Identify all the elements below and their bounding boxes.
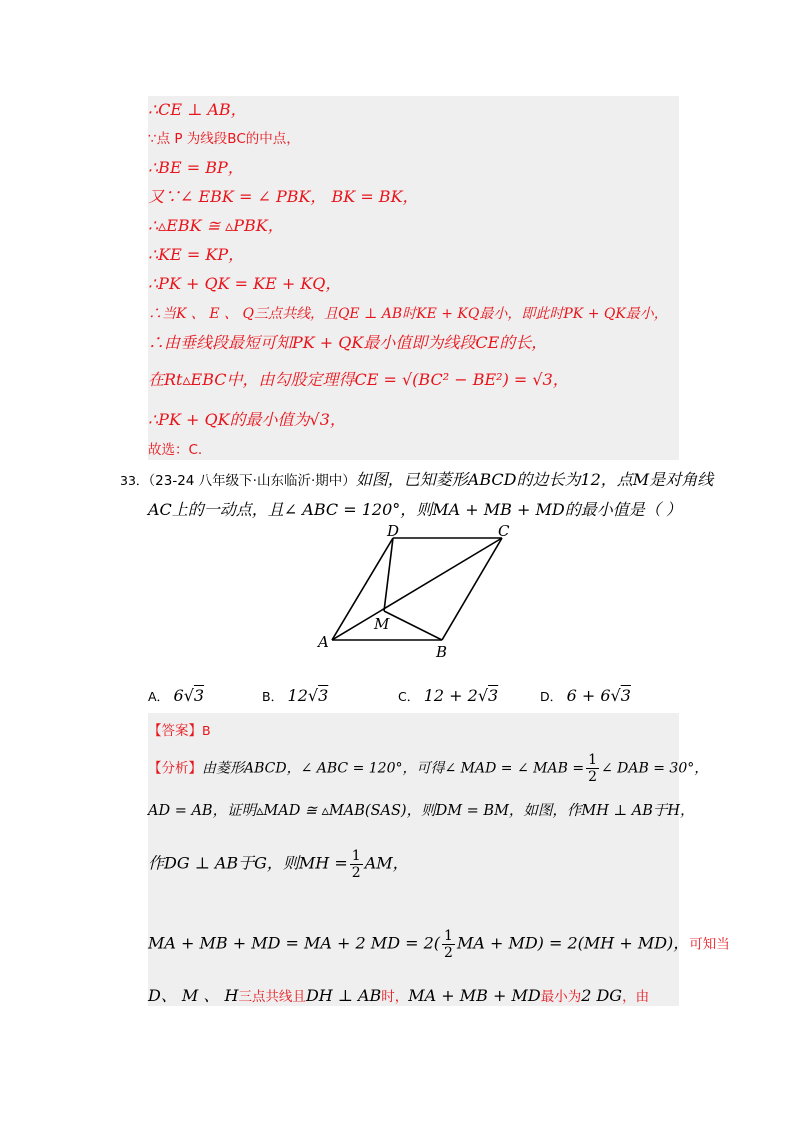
solution-line-1: ∴CE ⊥ AB， <box>148 100 247 119</box>
solution-line-11: ∴PK + QK的最小值为√3， <box>148 410 346 429</box>
label-D: D <box>387 525 400 540</box>
solution-line-4: 又∵∠ EBK = ∠ PBK， BK = BK， <box>148 187 419 206</box>
radical-icon: √ <box>610 686 621 705</box>
label-A: A <box>318 633 329 651</box>
label-B: B <box>436 643 448 660</box>
radical-icon: √ <box>307 686 319 705</box>
side-BC <box>442 538 502 640</box>
answer-line <box>148 720 211 741</box>
radical-icon: √ <box>183 686 194 705</box>
solution-line-12: 故选：C. <box>148 442 203 458</box>
solution-line-2: ∵点 P 为线段BC的中点， <box>148 131 300 147</box>
rhombus-figure <box>310 525 530 660</box>
question-stem-1: 如图，已知菱形ABCD的边长为12，点M是对角线 <box>355 470 714 489</box>
analysis-line-4: MA + MB + MD = MA + 2 MD = 2( $\frac{1}{2}$ MA + MD) = 2(MH + MD)，可知当 <box>148 928 730 961</box>
analysis-label: 【分析】 <box>148 760 202 777</box>
solution-line-5: ∴▵EBK ≅ ▵PBK， <box>148 216 284 235</box>
segment-MB <box>384 611 442 640</box>
option-a[interactable]: A． 6√3 <box>148 686 205 705</box>
analysis-line-5: D、 M 、 H三点共线且DH ⊥ AB时，MA + MB + MD最小为2 DG，由 <box>148 986 650 1005</box>
option-d[interactable]: D． 6 + 6√3 <box>540 686 631 705</box>
solution-line-3: ∴BE = BP， <box>148 158 244 177</box>
solution-line-8: ∴当K 、 E 、 Q三点共线，且QE ⊥ AB时KE + KQ最小，即此时PK + QK最小， <box>148 306 668 322</box>
answer-value: B <box>202 723 211 738</box>
segment-DM <box>384 538 393 611</box>
option-c[interactable]: C． 12 + 2√3 <box>398 686 499 705</box>
solution-line-9: ∴由垂线段最短可知PK + QK最小值即为线段CE的长， <box>148 333 548 352</box>
question-line-1 <box>120 470 713 491</box>
radical-icon: √ <box>477 686 489 705</box>
analysis-line-3: 作DG ⊥ AB于G，则MH = $\frac{1}{2}$ AM， <box>148 848 409 881</box>
diagonal-AC <box>332 538 502 640</box>
solution-line-10: 在Rt▵EBC中，由勾股定理得CE = √(BC² − BE²) = √3， <box>148 370 569 389</box>
label-C: C <box>498 525 510 540</box>
question-number: 33． <box>120 473 149 488</box>
analysis-line-1: 【分析】由菱形ABCD，∠ ABC = 120°，可得∠ MAD = ∠ MAB = $\frac{1}{2}$ ∠ DAB = 30°， <box>148 752 709 785</box>
solution-line-7: ∴PK + QK = KE + KQ， <box>148 274 342 293</box>
question-source: （23-24 八年级下·山东临沂·期中） <box>148 473 356 489</box>
analysis-line-2: AD = AB，证明▵MAD ≅ ▵MAB(SAS)，则DM = BM，如图，作MH ⊥ AB于H， <box>148 803 695 819</box>
label-M: M <box>374 615 390 633</box>
solution-line-6: ∴KE = KP， <box>148 245 245 264</box>
question-stem-2: AC上的一动点，且∠ ABC = 120°，则MA + MB + MD的最小值是（ ） <box>148 500 682 519</box>
question-line-2 <box>148 500 682 520</box>
option-b[interactable]: B． 12√3 <box>262 686 329 705</box>
answer-label: 【答案】 <box>148 723 202 739</box>
